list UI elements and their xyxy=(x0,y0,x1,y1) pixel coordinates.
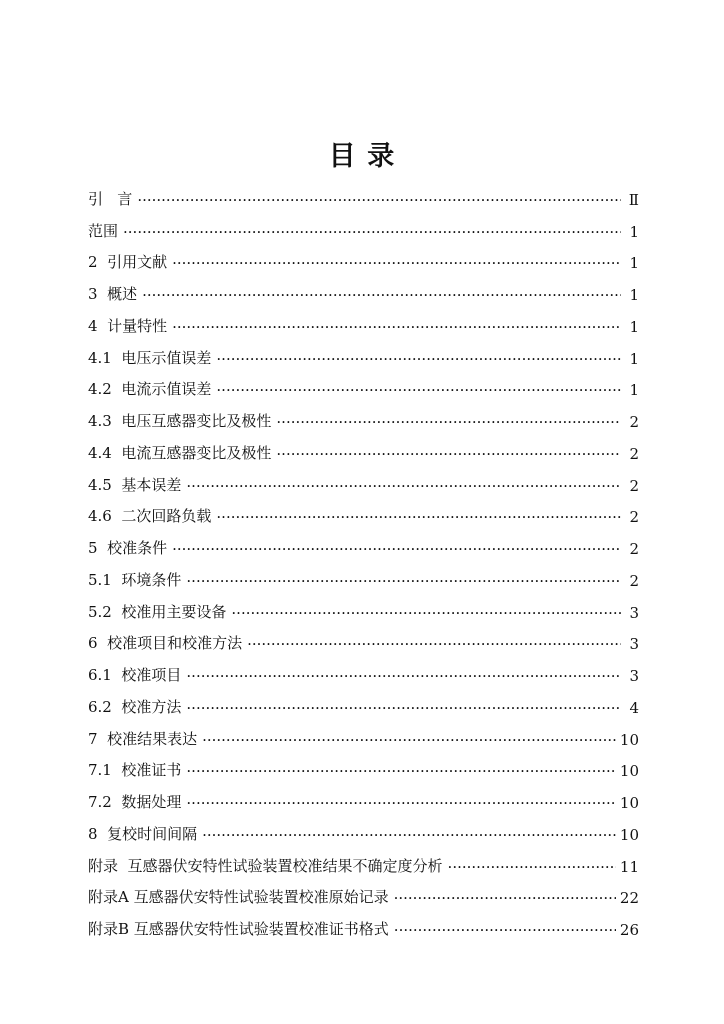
toc-leader-dots xyxy=(216,350,621,368)
toc-entry-page-number: 1 xyxy=(629,222,639,241)
toc-leader-dots xyxy=(216,508,621,526)
toc-entry-page-number: Ⅱ xyxy=(628,190,639,209)
toc-entry xyxy=(88,907,639,939)
toc-leader-dots xyxy=(231,604,621,622)
toc-entry-label: 8 复校时间间隔 xyxy=(88,824,198,843)
toc-entry-label: 7.2 数据处理 xyxy=(88,793,182,811)
toc-entry-page-number: 1 xyxy=(629,349,639,368)
toc-entry-page-number: 3 xyxy=(629,667,639,685)
toc-entry xyxy=(88,558,639,590)
toc-leader-dots xyxy=(186,572,621,590)
toc-entry xyxy=(88,431,639,463)
toc-entry-page-number: 1 xyxy=(629,381,639,400)
toc-entry-label: 4 计量特性 xyxy=(88,316,168,335)
toc-entry-page-number: 4 xyxy=(629,698,639,717)
toc-entry-page-number: 1 xyxy=(629,317,639,336)
toc-entry-page-number: 2 xyxy=(629,444,639,463)
toc-entry-label: 2 引用文献 xyxy=(88,253,168,272)
toc-entry-label: 4.5 基本误差 xyxy=(88,475,182,494)
toc-entry-label: 7 校准结果表达 xyxy=(88,729,198,748)
toc-entry-label: 3 概述 xyxy=(88,285,138,303)
toc-entry-label: 5 校准条件 xyxy=(88,539,168,557)
toc-leader-dots xyxy=(172,318,621,336)
toc-entry-page-number: 10 xyxy=(619,730,639,749)
toc-entry-label: 6.1 校准项目 xyxy=(88,666,182,684)
toc-entry-label: 4.6 二次回路负载 xyxy=(88,507,212,526)
toc-entry xyxy=(88,336,639,368)
toc-leader-dots xyxy=(448,858,616,876)
toc-entry xyxy=(88,304,639,336)
toc-leader-dots xyxy=(186,477,621,495)
toc-entry-label: 6 校准项目和校准方法 xyxy=(88,634,243,653)
toc-entry xyxy=(88,876,639,908)
toc-leader-dots xyxy=(172,540,621,558)
toc-entry xyxy=(88,812,639,844)
toc-entry-label: 4.2 电流示值误差 xyxy=(88,380,212,399)
toc-entry-label: 5.2 校准用主要设备 xyxy=(88,602,227,621)
toc-entry xyxy=(88,749,639,781)
toc-entry-label: 附录A 互感器伏安特性试验装置校准原始记录 xyxy=(88,888,389,907)
toc-entry xyxy=(88,526,639,558)
toc-entry xyxy=(88,685,639,717)
toc-leader-dots xyxy=(216,381,621,399)
toc-entry xyxy=(88,844,639,876)
toc-entry xyxy=(88,209,639,241)
toc-entry xyxy=(88,717,639,749)
toc-leader-dots xyxy=(186,762,616,780)
toc-entry-label: 4.4 电流互感器变比及极性 xyxy=(88,443,272,462)
toc-leader-dots xyxy=(123,223,621,241)
toc-entry xyxy=(88,463,639,495)
table-of-contents xyxy=(88,177,639,939)
toc-entry xyxy=(88,368,639,400)
toc-entry-page-number: 10 xyxy=(619,825,639,844)
toc-leader-dots xyxy=(186,699,621,717)
toc-entry-page-number: 2 xyxy=(629,571,639,590)
toc-entry-page-number: 1 xyxy=(629,286,639,304)
toc-entry-label: 附录B 互感器伏安特性试验装置校准证书格式 xyxy=(88,920,389,938)
toc-leader-dots xyxy=(172,254,621,272)
toc-entry-page-number: 26 xyxy=(619,921,639,939)
toc-entry-label: 4.1 电压示值误差 xyxy=(88,348,212,367)
toc-entry xyxy=(88,590,639,622)
toc-entry xyxy=(88,653,639,685)
toc-entry-page-number: 3 xyxy=(629,603,639,622)
toc-entry-page-number: 2 xyxy=(629,540,639,558)
toc-entry-label: 4.3 电压互感器变比及极性 xyxy=(88,412,272,430)
toc-entry-label: 附录 互感器伏安特性试验装置校准结果不确定度分析 xyxy=(88,856,443,875)
toc-leader-dots xyxy=(276,445,621,463)
toc-entry-page-number: 22 xyxy=(619,889,639,908)
toc-leader-dots xyxy=(247,635,621,653)
page-title: 目 录 xyxy=(328,141,396,172)
toc-leader-dots xyxy=(394,889,616,907)
toc-entry-page-number: 2 xyxy=(629,413,639,431)
toc-entry-page-number: 10 xyxy=(619,762,639,781)
toc-entry xyxy=(88,241,639,273)
toc-leader-dots xyxy=(394,921,616,939)
toc-entry xyxy=(88,272,639,304)
toc-entry-page-number: 10 xyxy=(619,794,639,812)
toc-leader-dots xyxy=(186,667,621,685)
toc-entry xyxy=(88,177,639,209)
toc-leader-dots xyxy=(202,731,616,749)
toc-leader-dots xyxy=(137,191,621,209)
toc-entry-label: 5.1 环境条件 xyxy=(88,570,182,589)
toc-leader-dots xyxy=(276,413,621,431)
toc-entry-label: 6.2 校准方法 xyxy=(88,697,182,716)
toc-entry-page-number: 1 xyxy=(629,254,639,273)
toc-entry xyxy=(88,495,639,527)
toc-leader-dots xyxy=(202,826,616,844)
toc-entry-page-number: 2 xyxy=(629,476,639,495)
toc-entry-page-number: 2 xyxy=(629,508,639,527)
toc-leader-dots xyxy=(186,794,616,812)
toc-entry-page-number: 3 xyxy=(629,635,639,654)
toc-entry-label: 范围 xyxy=(88,221,119,240)
toc-entry xyxy=(88,399,639,431)
toc-leader-dots xyxy=(142,286,621,304)
toc-entry-page-number: 11 xyxy=(619,857,639,876)
toc-entry-label: 7.1 校准证书 xyxy=(88,761,182,780)
toc-entry xyxy=(88,780,639,812)
toc-entry xyxy=(88,622,639,654)
toc-entry-label: 引 言 xyxy=(88,189,133,208)
